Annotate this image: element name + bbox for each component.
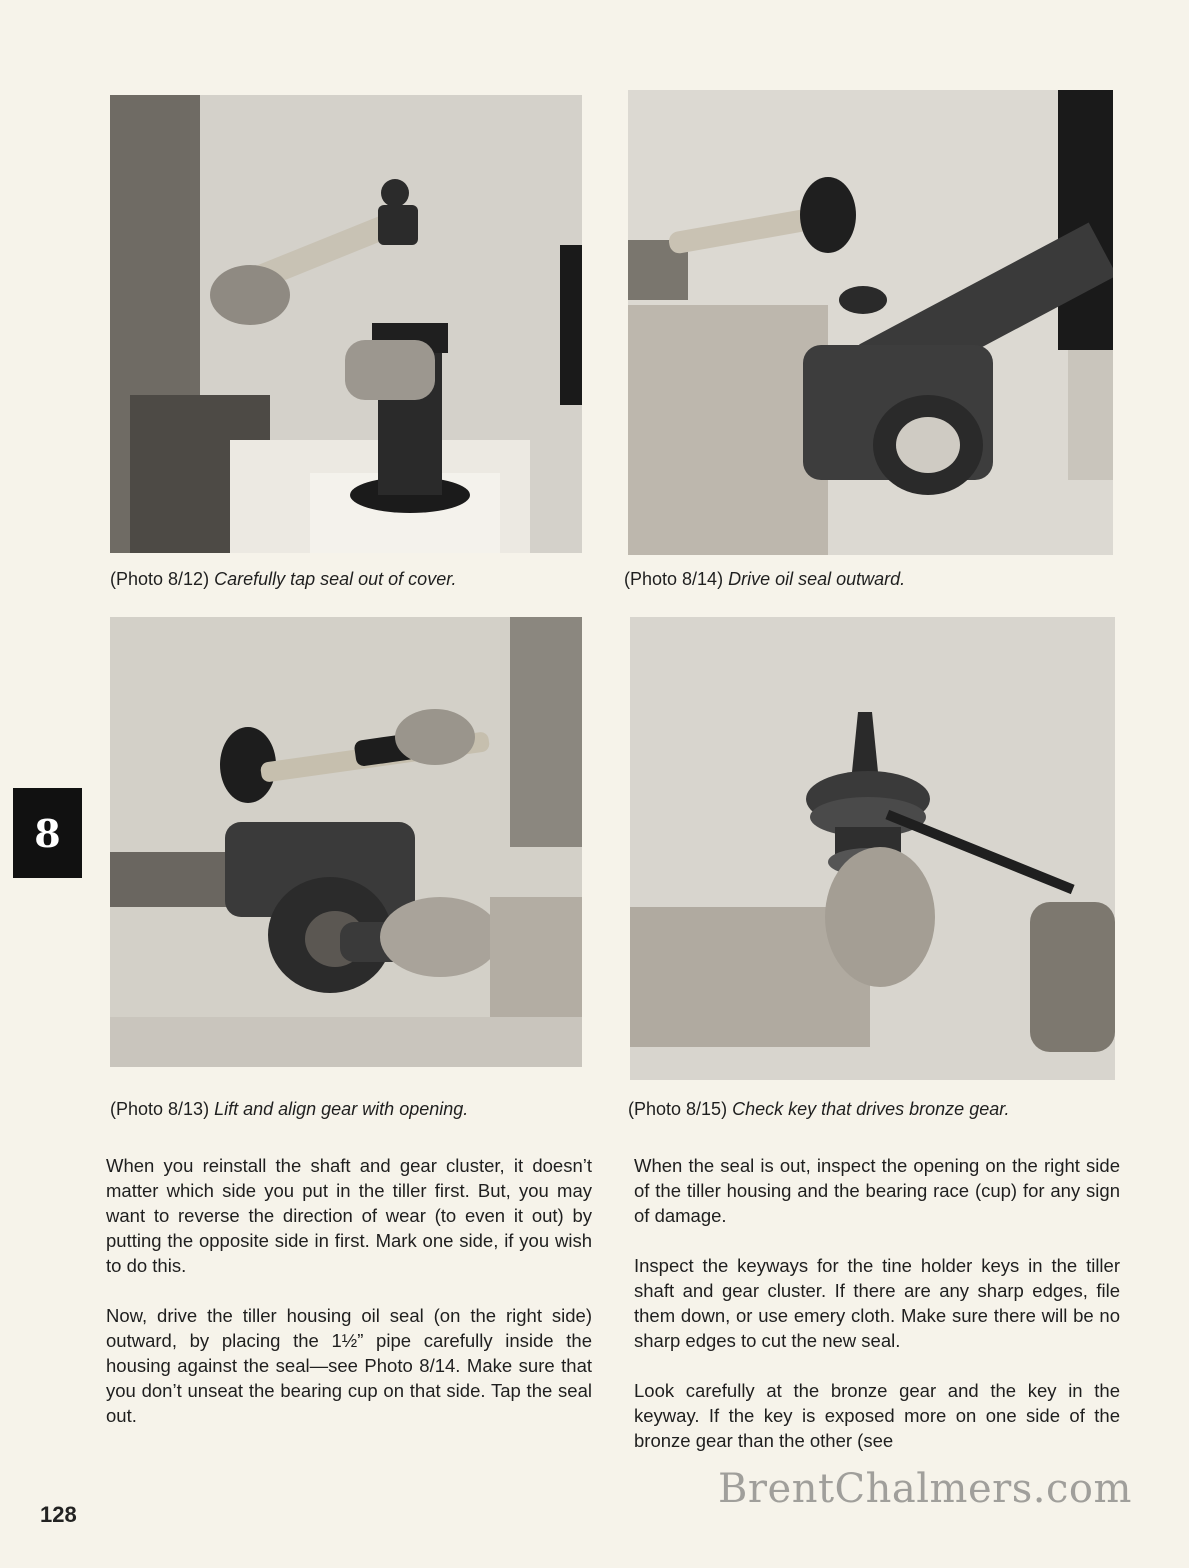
photo-8-12 — [110, 95, 582, 553]
caption-photo-8-12 — [110, 568, 457, 590]
right-column-text — [634, 1153, 1120, 1478]
photo-8-15 — [630, 617, 1115, 1080]
photo-8-12-illustration — [110, 95, 582, 553]
photo-8-13 — [110, 617, 582, 1067]
photo-8-14-illustration — [628, 90, 1113, 555]
caption-lead: (Photo 8/14) — [624, 569, 724, 589]
paragraph: Look carefully at the bronze gear and the key in the keyway. If the key is exposed more on one side of the bronze gear than the other (see — [634, 1380, 1120, 1451]
left-column-text — [106, 1153, 592, 1453]
caption-lead: (Photo 8/12) — [110, 569, 210, 589]
caption-photo-8-13 — [110, 1098, 468, 1120]
watermark: BrentChalmers.com — [718, 1466, 1132, 1512]
photo-8-13-illustration — [110, 617, 582, 1067]
caption-lead: (Photo 8/13) — [110, 1099, 210, 1119]
paragraph: When you reinstall the shaft and gear cluster, it doesn’t matter which side you put in the tiller first. But, you may want to reverse the direction of wear (to even it out) by putting the opposite side in first. Mark one side, if you wish to do this. — [106, 1155, 592, 1276]
caption-description: Check key that drives bronze gear. — [732, 1099, 1010, 1119]
photo-8-14 — [628, 90, 1113, 555]
caption-photo-8-15 — [628, 1098, 1010, 1120]
caption-description: Carefully tap seal out of cover. — [214, 569, 457, 589]
chapter-tab: 8 — [13, 788, 82, 878]
caption-lead: (Photo 8/15) — [628, 1099, 728, 1119]
page-number: 128 — [40, 1502, 77, 1527]
paragraph: When the seal is out, inspect the opening on the right side of the tiller housing and the bearing race (cup) for any sign of damage. — [634, 1155, 1120, 1226]
caption-description: Lift and align gear with opening. — [214, 1099, 469, 1119]
photo-8-15-illustration — [630, 617, 1115, 1080]
caption-description: Drive oil seal outward. — [728, 569, 906, 589]
paragraph: Now, drive the tiller housing oil seal (on the right side) outward, by placing the 1½” pipe carefully inside the housing against the seal—see Photo 8/14. Make sure that you don’t unseat the bearing cup on that side. Tap the seal out. — [106, 1305, 592, 1426]
paragraph: Inspect the keyways for the tine holder keys in the tiller shaft and gear cluster. If there are any sharp edges, file them down, or use emery cloth. Make sure there will be no sharp edges to cut the new seal. — [634, 1255, 1120, 1351]
caption-photo-8-14 — [624, 568, 905, 590]
